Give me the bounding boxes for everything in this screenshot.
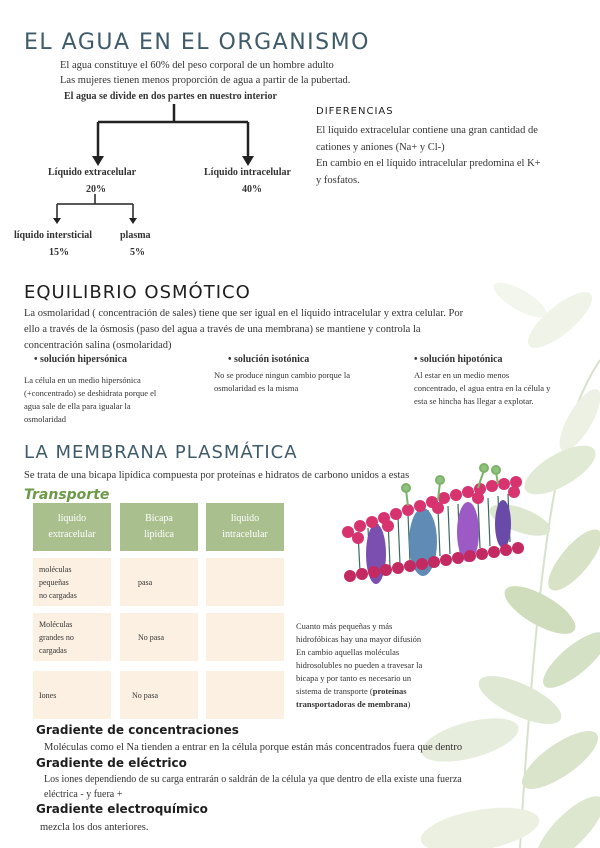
solution-text: osmolaridad xyxy=(24,414,67,424)
page-title: EL AGUA EN EL ORGANISMO xyxy=(24,30,370,55)
solution-text: esta se hincha has llegar a explotar. xyxy=(414,396,534,406)
solution-text: agua sale de ella para igualar la xyxy=(24,401,131,411)
header-line: intracelular xyxy=(222,529,268,540)
pct-intracelular: 40% xyxy=(242,184,262,195)
table-header-intracelular xyxy=(206,503,284,551)
equilibrio-line: concentración salina (osmolaridad) xyxy=(24,340,172,351)
cell-line: pequeñas xyxy=(39,577,69,587)
gradiente-text: Moléculas como el Na tienden a entrar en la célula porque están más concentrados fuera que dentro xyxy=(44,742,463,753)
table-row-3-intracelular xyxy=(206,671,284,719)
gradiente-text: eléctrica - y fuera + xyxy=(44,789,123,800)
cell-line: grandes no xyxy=(39,632,74,642)
solution-title: solución isotónica xyxy=(234,354,310,365)
equilibrio-title: EQUILIBRIO OSMÓTICO xyxy=(24,282,251,303)
solution-title: solución hipersónica xyxy=(40,354,127,365)
table-row-3-bicapa xyxy=(120,671,198,719)
table-header-bicapa xyxy=(120,503,198,551)
side-note-line: hidrosolubles no pueden a travesar la xyxy=(296,660,423,670)
cell-lines xyxy=(39,563,77,602)
cell-line: cargadas xyxy=(39,645,67,655)
diferencias-line: En cambio en el líquido intracelular predomina el K+ xyxy=(316,158,541,169)
diferencias-title: DIFERENCIAS xyxy=(316,106,394,117)
side-note-end: ) xyxy=(407,699,411,709)
table-row-3-item xyxy=(33,671,111,719)
equilibrio-line: ello a través de la ósmosis (paso del agua a través de una membrana) se mantiene y controla la xyxy=(24,324,421,335)
cell-value: pasa xyxy=(138,577,153,587)
cell-lines xyxy=(39,618,74,657)
intro-line-2: Las mujeres tienen menos proporción de agua a partir de la pubertad. xyxy=(60,75,351,86)
solution-hipersonica-title: • solución hipersónica xyxy=(34,354,127,365)
water-tree-diagram xyxy=(0,0,320,260)
side-note-line: hidrofóbicas hay una mayor difusión xyxy=(296,634,422,644)
solution-title: solución hipotónica xyxy=(420,354,503,365)
cell-line: no cargadas xyxy=(39,590,77,600)
table-row-1-item xyxy=(33,558,111,606)
gradiente-concentraciones-title: Gradiente de concentraciones xyxy=(36,723,239,737)
cell-line: Moléculas xyxy=(39,619,73,629)
label-intracelular: Líquido intracelular xyxy=(204,167,291,178)
table-header-extracelular xyxy=(33,503,111,551)
side-note-bold: transportadoras de membrana xyxy=(296,699,408,709)
solution-text: Al estar en un medio menos xyxy=(414,370,510,380)
diferencias-line: cationes y aniones (Na+ y Cl-) xyxy=(316,142,445,153)
cell-value: No pasa xyxy=(132,690,158,700)
side-note-line: bicapa y por tanto es necesario un xyxy=(296,673,412,683)
header-line: líquido xyxy=(230,513,260,524)
solution-hipotonica-title: • solución hipotónica xyxy=(414,354,503,365)
table-row-2-intracelular xyxy=(206,613,284,661)
pct-extracelular: 20% xyxy=(86,184,106,195)
side-note-line: sistema de transporte ( xyxy=(296,686,373,696)
cell-line: Iones xyxy=(39,690,57,700)
diferencias-line: y fosfatos. xyxy=(316,175,360,186)
solution-text: osmolaridad es la misma xyxy=(214,383,299,393)
header-line: líquido xyxy=(57,513,87,524)
solution-isotonica-title: • solución isotónica xyxy=(228,354,310,365)
label-plasma: plasma xyxy=(120,230,151,241)
side-note-bold: proteínas xyxy=(372,686,407,696)
membrana-description: Se trata de una bicapa lipídica compuesta por proteínas e hidratos de carbono unidos a estas xyxy=(24,470,410,481)
header-line: Bicapa xyxy=(145,513,173,524)
gradiente-electroquimico-title: Gradiente electroquímico xyxy=(36,802,208,816)
membrana-title: LA MEMBRANA PLASMÁTICA xyxy=(24,442,298,463)
pct-intersticial: 15% xyxy=(49,247,69,258)
solution-text: No se produce ningun cambio porque la xyxy=(214,370,350,380)
table-row-2-item xyxy=(33,613,111,661)
cell-line: moléculas xyxy=(39,564,72,574)
side-note-line: Cuanto más pequeñas y más xyxy=(296,621,393,631)
solution-text: La célula en un medio hipersónica xyxy=(24,375,141,385)
solution-text: (+concentrado) se deshidrata porque el xyxy=(24,388,157,398)
gradiente-text: Los iones dependiendo de su carga entrarán o saldrán de la célula ya que dentro de ella existe una fuerza xyxy=(44,774,462,785)
header-line: extracelular xyxy=(48,529,96,540)
membrane-illustration xyxy=(328,462,538,612)
equilibrio-line: La osmolaridad ( concentración de sales) tiene que ser igual en el líquido intracelular y extra celular. Por xyxy=(24,308,464,319)
header-line: lipídica xyxy=(144,529,174,540)
transporte-title: Transporte xyxy=(24,487,110,503)
division-text: El agua se divide en dos partes en nuestro interior xyxy=(64,91,277,102)
gradiente-text: mezcla los dos anteriores. xyxy=(40,822,149,833)
gradiente-electrico-title: Gradiente de eléctrico xyxy=(36,756,187,770)
side-note-last-line xyxy=(296,685,407,698)
intro-line-1: El agua constituye el 60% del peso corporal de un hombre adulto xyxy=(60,60,334,71)
cell-value: No pasa xyxy=(138,632,164,642)
table-row-1-bicapa xyxy=(120,558,198,606)
side-note-line: En cambio aquellas moléculas xyxy=(296,647,400,657)
side-note-bold-line xyxy=(296,698,410,711)
solution-text: concentrado, el agua entra en la célula y xyxy=(414,383,551,393)
label-extracelular: Líquido extracelular xyxy=(48,167,137,178)
diferencias-line: El líquido extracelular contiene una gran cantidad de xyxy=(316,125,538,136)
label-intersticial: líquido intersticial xyxy=(14,230,93,241)
table-row-1-intracelular xyxy=(206,558,284,606)
pct-plasma: 5% xyxy=(130,247,145,258)
table-row-2-bicapa xyxy=(120,613,198,661)
